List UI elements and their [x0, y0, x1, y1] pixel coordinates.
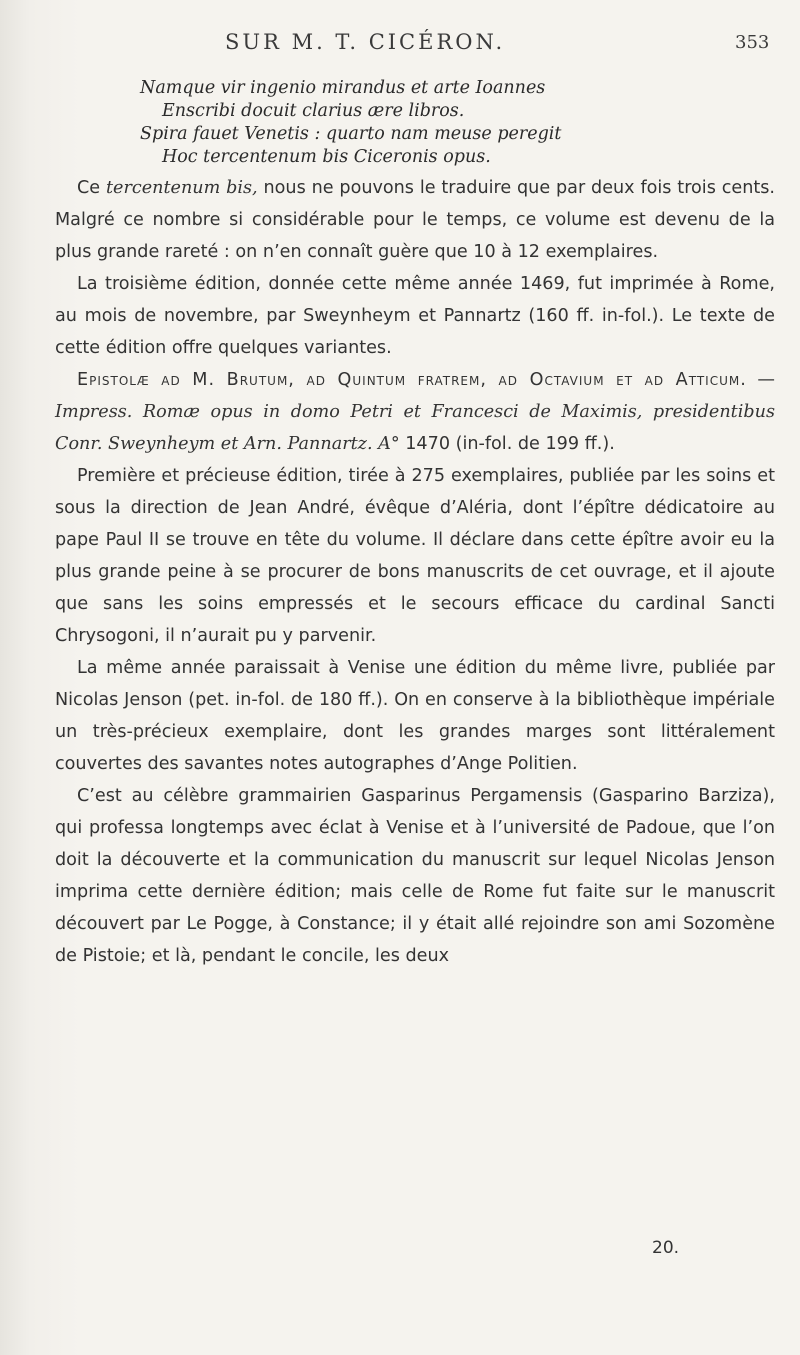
italic-text: tercentenum bis, [105, 178, 258, 198]
verse-line: Hoc tercentenum bis Ciceronis opus. [162, 147, 491, 167]
text: — [746, 370, 775, 390]
paragraph: La troisième édition, donnée cette même année 1469, fut imprimée à Rome, au mois de novembre, par Sweynheym et Pannartz (160 ff. in-fol.). Le texte de cette édition offre quelques variantes. [55, 274, 775, 358]
signature-mark: 20. [652, 1238, 680, 1258]
verse-line: Spira fauet Venetis : quarto nam meuse peregit [140, 124, 562, 144]
running-head [0, 20, 800, 60]
italic-text: Impress. Romæ opus in domo Petri et Francesci de Maximis, presidentibus Conr. Sweynheym et Arn. Pannartz. A° [55, 402, 775, 454]
paragraph: La même année paraissait à Venise une édition du même livre, publiée par Nicolas Jenson (pet. in-fol. de 180 ff.). On en conserve à la bibliothèque impériale un très-précieux exemplaire, dont les grandes marges sont littéralement couvertes des savantes notes autographes d’Ange Politien. [55, 658, 775, 774]
verse-line: Enscribi docuit clarius ære libros. [162, 101, 465, 121]
paragraph: Première et précieuse édition, tirée à 275 exemplaires, publiée par les soins et sous la direction de Jean André, évêque d’Aléria, dont l’épître dédicatoire au pape Paul II se trouve en tête du volume. Il déclare dans cette épître avoir eu la plus grande peine à se procurer de bons manuscrits de cet ouvrage, et il ajoute que sans les soins empressés et le secours efficace du cardinal Sancti Chrysogoni, il n’aurait pu y parvenir. [55, 466, 775, 646]
text: nous ne pouvons le traduire que par deux fois trois cents. Malgré ce nombre si considérable pour le temps, ce volume est devenu de la plus grande rareté : on n’en connaît guère que 10 à 12 exemplaires. [55, 178, 776, 262]
verse-line: Namque vir ingenio mirandus et arte Ioannes [140, 78, 546, 98]
running-title: SUR M. T. CICÉRON. [225, 30, 506, 54]
paragraph: C’est au célèbre grammairien Gasparinus Pergamensis (Gasparino Barziza), qui professa longtemps avec éclat à Venise et à l’université de Padoue, que l’on doit la découverte et la communication du manuscrit sur lequel Nicolas Jenson imprima cette dernière édition; mais celle de Rome fut faite sur le manuscrit découvert par Le Pogge, à Constance; il y était allé rejoindre son ami Sozomène de Pistoie; et là, pendant le concile, les deux [55, 786, 775, 966]
entry-title: Epistolæ ad M. Brutum, ad Quintum fratrem, ad Octavium et ad Atticum. [77, 370, 747, 390]
body-text [55, 172, 775, 972]
text: Ce [77, 178, 106, 198]
latin-verse [140, 77, 760, 169]
text: 1470 (in-fol. de 199 ff.). [399, 434, 615, 454]
paragraph [55, 172, 775, 268]
bibliographic-entry [55, 364, 775, 460]
page-number: 353 [735, 32, 770, 53]
